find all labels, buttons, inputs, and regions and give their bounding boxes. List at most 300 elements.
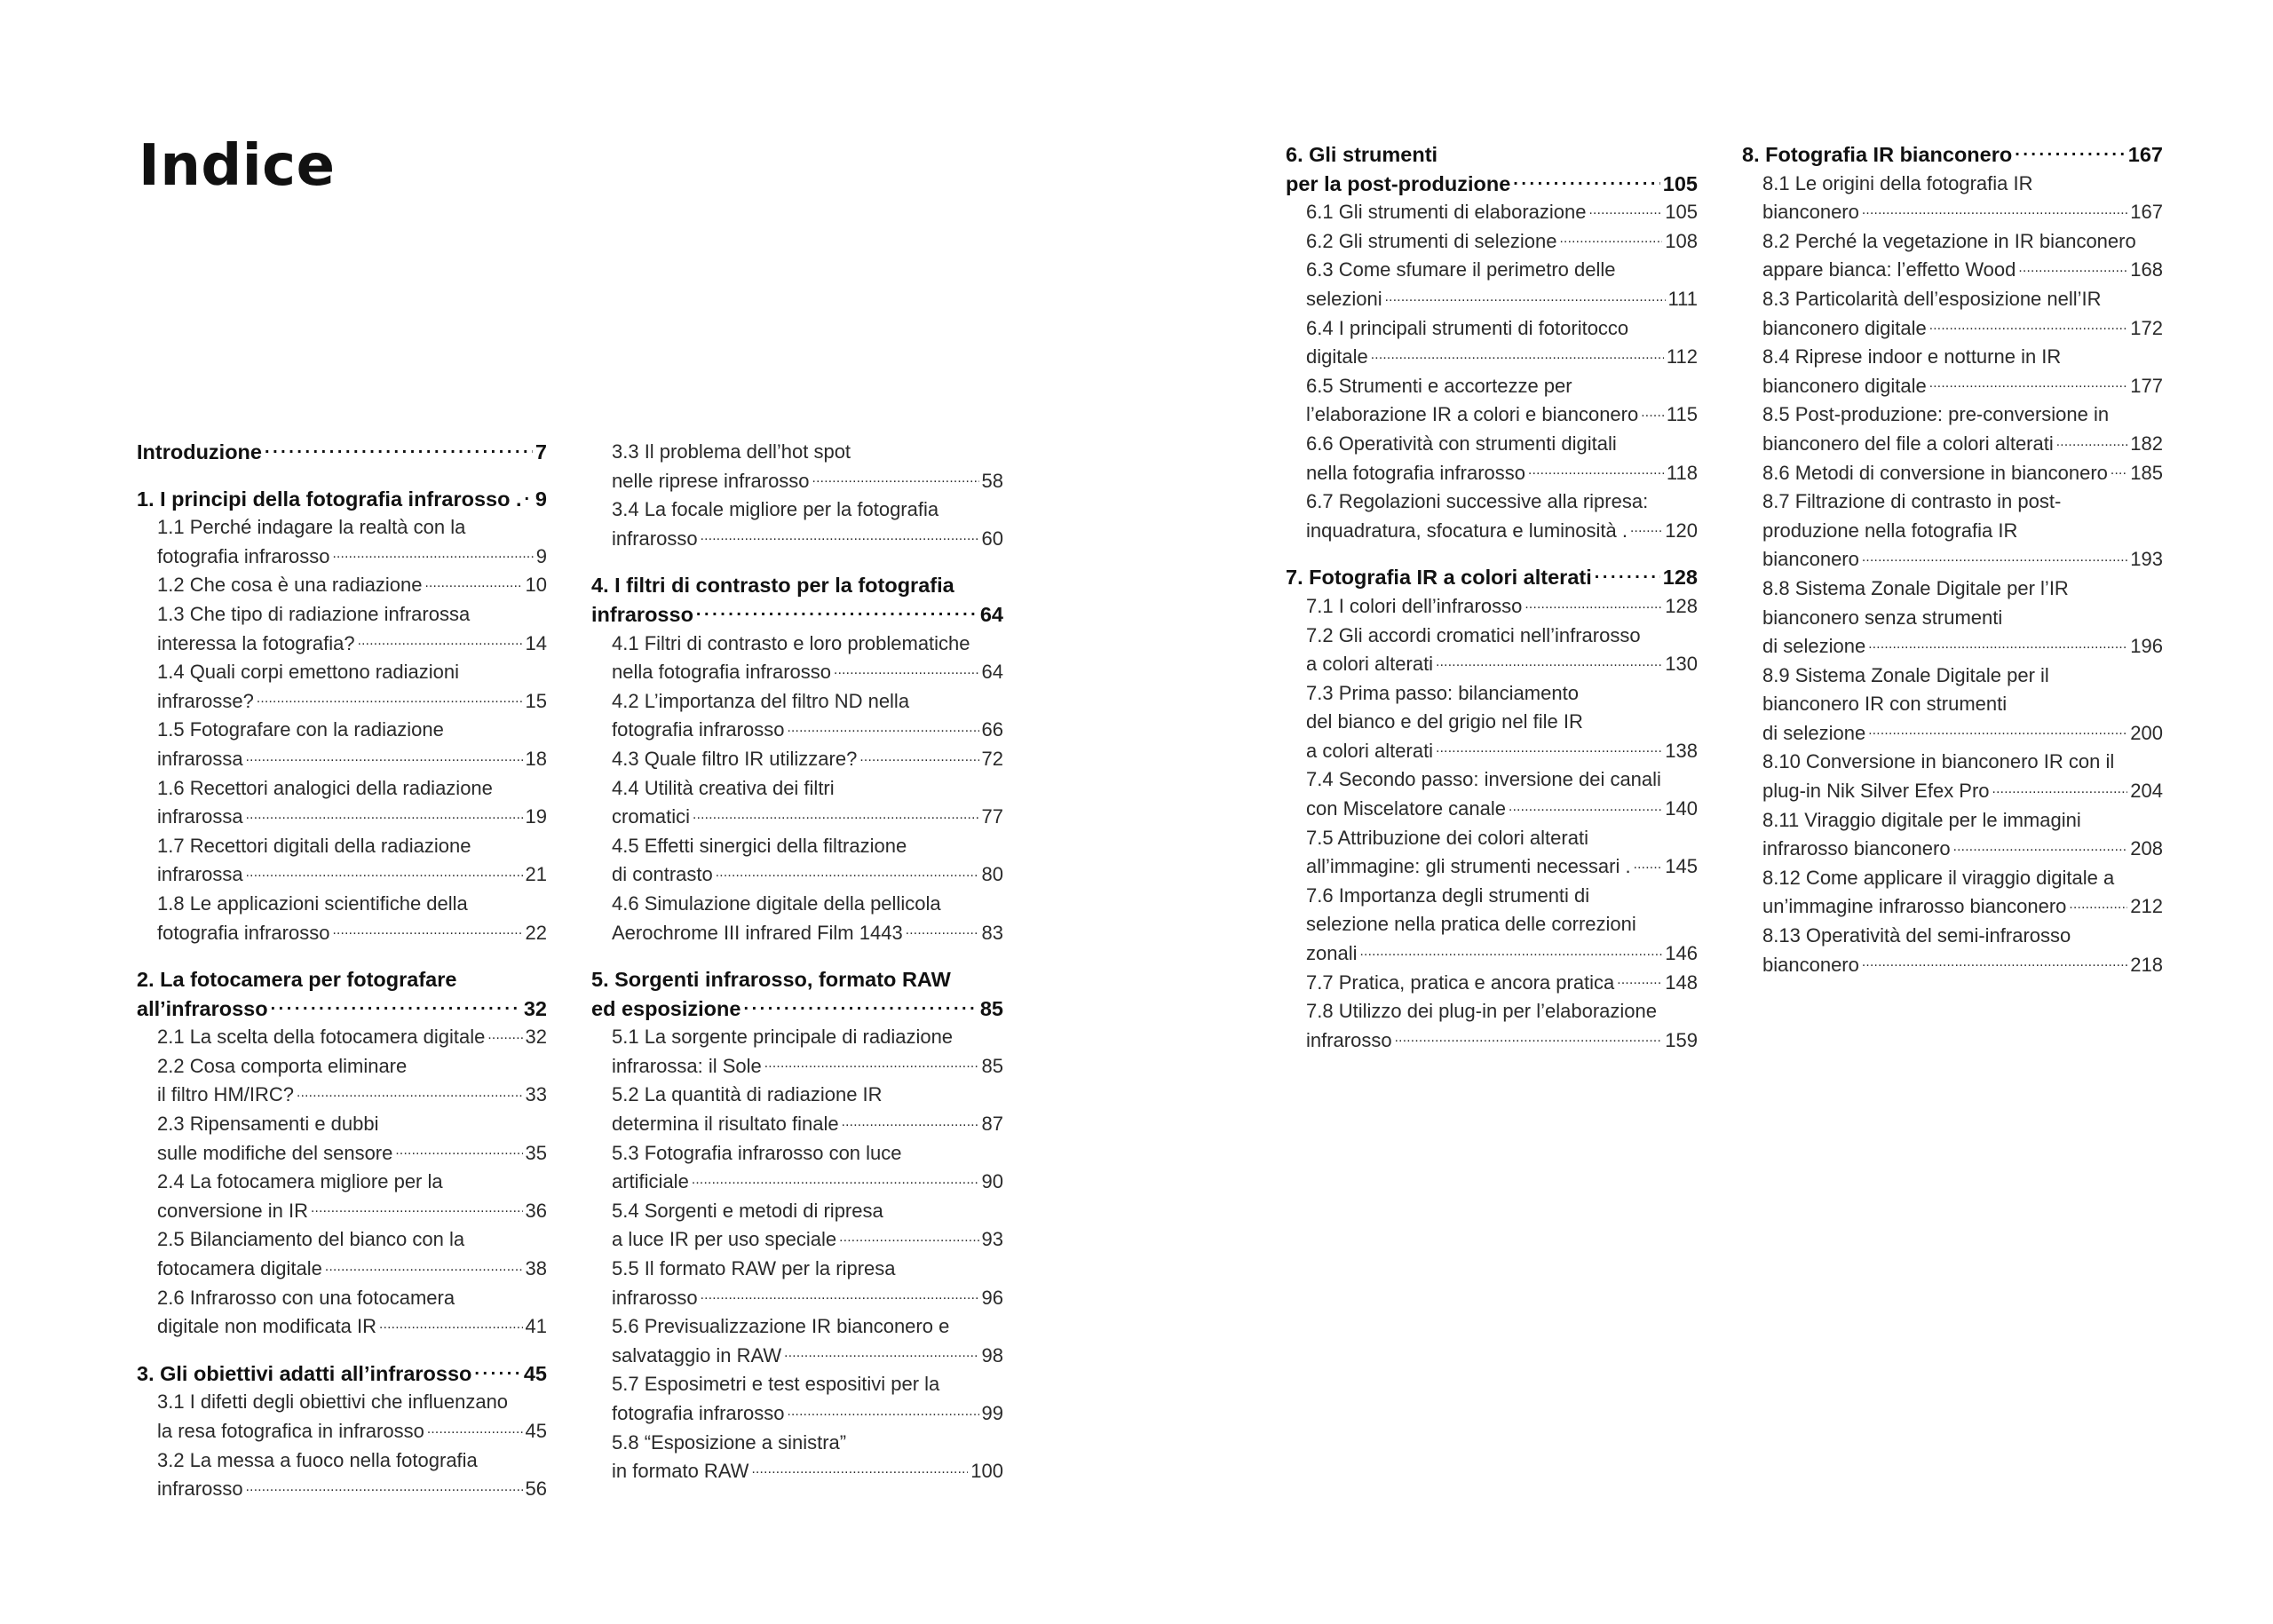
section-list [1742,170,2163,980]
entry-line [157,1225,547,1255]
entry-line [157,1312,547,1342]
entry-line-text: 5.1 La sorgente principale di radiazione [612,1026,954,1049]
entry-line-text: 4.5 Effetti sinergici della filtrazione [612,834,907,857]
entry-line [157,1388,547,1417]
entry-line [157,1475,547,1504]
toc-entry [157,513,547,571]
page-number: 128 [1662,566,1698,590]
entry-line-text: 6.6 Operatività con strumenti digitali [1306,432,1617,455]
chapter-title [591,965,1003,994]
page-number: 45 [525,1420,547,1442]
dot-leader [2015,141,2126,162]
entry-line [1762,227,2163,257]
toc-entry [157,1388,547,1446]
entry-line [612,774,1003,804]
page-number: 21 [525,863,547,886]
entry-line-text: 7.5 Attribuzione dei colori alterati [1306,826,1588,849]
entry-line-text: di contrasto [612,863,713,886]
entry-line-text: 3.3 Il problema dell’hot spot [612,440,851,463]
chapter-title-text: all’infrarosso [137,996,268,1020]
entry-line-text: bianconero digitale [1762,374,1927,397]
toc-entry [1306,882,1698,969]
dot-leader [2018,257,2127,276]
entry-line-text: nelle riprese infrarosso [612,469,810,492]
entry-line-text: infrarosso [1306,1028,1392,1051]
entry-line [612,716,1003,745]
dot-leader [1359,940,1662,960]
chapter-title-text: 5. Sorgenti infrarosso, formato RAW [591,968,951,992]
dot-leader [1862,546,2127,566]
entry-line [1306,198,1698,227]
dot-leader [692,1168,979,1188]
dot-leader [525,485,533,506]
page-number: 10 [525,574,547,597]
entry-line-text: plug-in Nik Silver Efex Pro [1762,780,1990,803]
entry-line-text: bianconero del file a colori alterati [1762,432,2054,455]
dot-leader [1385,286,1666,305]
toc-entry [157,1284,547,1342]
entry-line-text: 1.6 Recettori analogici della radiazione [157,776,493,799]
page-number: 138 [1665,739,1698,762]
entry-line [612,1312,1003,1342]
toc-entry [1762,170,2163,227]
chapter-title [1286,140,1698,170]
entry-line [612,1284,1003,1313]
entry-line-text: 5.3 Fotografia infrarosso con luce [612,1141,902,1164]
entry-line [1306,910,1698,939]
entry-line [1306,1026,1698,1056]
entry-line-text: 1.8 Le applicazioni scientifiche della [157,891,468,915]
entry-line-text: del bianco e del grigio nel file IR [1306,710,1583,733]
entry-line [1762,430,2163,459]
entry-line [157,716,547,745]
page-number: 96 [981,1286,1003,1309]
entry-line-text: 5.2 La quantità di radiazione IR [612,1083,883,1106]
entry-line-text: 5.4 Sorgenti e metodi di ripresa [612,1199,883,1222]
page-number: 38 [525,1257,547,1280]
toc-column-4 [1742,140,2163,997]
page-number: 9 [535,487,547,511]
page-number: 45 [523,1361,547,1385]
toc-entry [1762,459,2163,488]
chapter-title [137,1359,547,1389]
page-number: 218 [2130,953,2163,976]
page-number: 128 [1665,594,1698,617]
entry-line-text: 6.1 Gli strumenti di elaborazione [1306,201,1587,224]
dot-leader [859,746,978,765]
page-number: 212 [2130,895,2163,918]
entry-line-text: 8.3 Particolarità dell’esposizione nell’IR [1762,287,2102,310]
entry-line [157,658,547,687]
chapter-title-text: Introduzione [137,440,262,463]
entry-line-text: 7.4 Secondo passo: inversione dei canali [1306,768,1661,791]
toc-entry [612,687,1003,745]
dot-leader [325,1256,523,1275]
entry-line [1762,806,2163,836]
dot-leader [1436,651,1662,670]
toc-entry [157,1168,547,1225]
page-number: 60 [981,527,1003,550]
entry-line-text: bianconero senza strumenti [1762,606,2003,629]
toc-chapter [591,571,1003,947]
dot-leader [693,804,979,823]
entry-line [157,803,547,832]
entry-line-text: cromatici [612,805,691,828]
entry-line-text: 2.2 Cosa comporta eliminare [157,1054,408,1077]
dot-leader [297,1081,523,1101]
entry-line [1306,400,1698,430]
dot-leader [311,1198,523,1217]
page-number: 9 [535,544,547,567]
page-number: 19 [525,805,547,828]
page-number: 200 [2130,721,2163,744]
page-number: 64 [979,602,1003,626]
entry-line [612,1197,1003,1226]
section-list [591,1023,1003,1486]
entry-line [1762,198,2163,227]
entry-line-text: inquadratura, sfocatura e luminosità . [1306,519,1628,542]
entry-line-text: 7.8 Utilizzo dei plug-in per l’elaborazione [1306,1000,1658,1023]
entry-line-text: 7.6 Importanza degli strumenti di [1306,883,1590,907]
entry-line-text: 2.5 Bilanciamento del bianco con la [157,1228,465,1251]
entry-line [1306,517,1698,546]
entry-line-text: bianconero digitale [1762,316,1927,339]
entry-line-text: sulle modifiche del sensore [157,1141,393,1164]
entry-line-text: infrarossa [157,863,243,886]
page-number: 193 [2130,548,2163,571]
entry-line [1762,343,2163,372]
entry-line-text: 6.5 Strumenti e accortezze per [1306,374,1572,397]
entry-line [612,1399,1003,1429]
dot-leader [246,1476,523,1495]
entry-line-text: infrarossa [157,805,243,828]
entry-line-text: 8.11 Viraggio digitale per le immagini [1762,808,2081,831]
dot-leader [1862,199,2127,218]
toc-entry [612,774,1003,832]
entry-line [1306,372,1698,401]
toc-entry [612,1081,1003,1138]
page-number: 130 [1665,653,1698,676]
entry-line [1306,997,1698,1026]
page-number: 66 [981,718,1003,741]
entry-line [612,1168,1003,1197]
dot-leader [842,1111,979,1130]
entry-line-text: infrarossa: il Sole [612,1054,762,1077]
dot-leader [332,920,522,939]
dot-leader [474,1359,520,1381]
dot-leader [332,543,533,563]
entry-line [157,543,547,572]
dot-leader [358,630,523,650]
dot-leader [1617,970,1662,989]
chapter-title-text: infrarosso [591,602,693,626]
entry-line-text: 2.3 Ripensamenti e dubbi [157,1113,379,1136]
entry-line-text: a colori alterati [1306,653,1434,676]
section-list [137,1023,547,1342]
entry-line [612,745,1003,774]
entry-line-text: 6.3 Come sfumare il perimetro delle [1306,258,1616,281]
dot-leader [1929,315,2128,335]
page-number: 72 [981,747,1003,770]
dot-leader [906,920,979,939]
entry-line [1762,517,2163,546]
chapter-title [137,438,547,467]
entry-line-text: bianconero IR con strumenti [1762,693,2008,716]
entry-line [1762,574,2163,604]
page-number: 185 [2130,461,2163,484]
entry-line-text: fotocamera digitale [157,1257,322,1280]
dot-leader [1868,720,2127,740]
entry-line [1306,852,1698,882]
entry-line-text: bianconero [1762,201,1859,224]
entry-line-text: 2.4 La fotocamera migliore per la [157,1170,443,1193]
entry-line [612,1139,1003,1168]
toc-entry [1762,227,2163,285]
entry-line-text: 8.12 Come applicare il viraggio digitale a [1762,866,2115,889]
entry-line-text: fotografia infrarosso [157,544,330,567]
entry-line [612,630,1003,659]
entry-line-text: 4.1 Filtri di contrasto e loro problematiche [612,631,970,654]
page-number: 7 [535,440,547,463]
entry-line-text: fotografia infrarosso [612,1402,785,1424]
chapter-title [137,485,547,514]
entry-line [1306,487,1698,517]
toc-entry [612,832,1003,890]
entry-line [1306,824,1698,853]
chapter-title-text: 1. I principi della fotografia infrarosso . [137,487,522,511]
entry-line-text: artificiale [612,1170,689,1193]
entry-line-text: 8.6 Metodi di conversione in bianconero [1762,461,2108,484]
entry-line [612,1110,1003,1139]
entry-line-text: 4.3 Quale filtro IR utilizzare? [612,747,858,770]
entry-line [612,860,1003,890]
entry-line [612,1429,1003,1458]
toc-entry [157,658,547,716]
dot-leader [257,688,523,708]
entry-line [1762,661,2163,691]
page-number: 115 [1666,403,1698,426]
toc-entry [1306,487,1698,545]
page-number: 118 [1666,461,1698,484]
entry-line-text: nella fotografia infrarosso [1306,461,1526,484]
entry-line-text: 8.4 Riprese indoor e notturne in IR [1762,345,2062,368]
entry-line-text: 1.4 Quali corpi emettono radiazioni [157,661,459,684]
dot-leader [751,1458,968,1477]
entry-line-text: Aerochrome III infrared Film 1443 [612,921,903,944]
section-list [137,1388,547,1503]
entry-line [157,687,547,717]
dot-leader [395,1140,522,1160]
entry-line-text: infrarossa [157,747,243,770]
entry-line [157,890,547,919]
chapter-title [591,600,1003,630]
page-number: 168 [2130,258,2163,281]
entry-line-text: 8.2 Perché la vegetazione in IR bianconero [1762,229,2136,252]
entry-line-text: 8.7 Filtrazione di contrasto in post- [1762,490,2062,513]
toc-entry [1306,372,1698,430]
entry-line-text: 2.6 Infrarosso con una fotocamera [157,1286,455,1309]
page-number: 87 [981,1113,1003,1136]
page-number: 99 [981,1402,1003,1424]
entry-line-text: fotografia infrarosso [612,718,785,741]
toc-entry [1762,922,2163,979]
chapter-title-text: 6. Gli strumenti [1286,143,1438,166]
entry-line [1762,748,2163,777]
dot-leader [1528,460,1664,479]
chapter-title-text: 4. I filtri di contrasto per la fotografia [591,574,954,598]
chapter-title [591,571,1003,600]
entry-line-text: 4.2 L’importanza del filtro ND nella [612,689,910,712]
page-number: 83 [981,921,1003,944]
entry-line-text: 5.8 “Esposizione a sinistra” [612,1430,847,1454]
entry-line [157,1197,547,1226]
toc-entry [157,716,547,773]
dot-leader [379,1313,522,1333]
toc-entry [157,1110,547,1168]
entry-line [1762,459,2163,488]
entry-line-text: 4.4 Utilità creativa dei filtri [612,776,835,799]
entry-line-text: 5.7 Esposimetri e test espositivi per la [612,1373,940,1396]
page-number: 177 [2130,374,2163,397]
dot-leader [1868,633,2127,653]
entry-line [157,1255,547,1284]
toc-entry [612,1255,1003,1312]
entry-line-text: 7.2 Gli accordi cromatici nell’infrarosso [1306,623,1641,646]
entry-line [612,1225,1003,1255]
chapter-title [137,994,547,1024]
dot-leader [1641,401,1664,421]
dot-leader [1630,518,1662,537]
toc-chapter [137,1359,547,1504]
entry-line-text: nella fotografia infrarosso [612,661,832,684]
dot-leader [701,526,979,545]
entry-line [612,919,1003,948]
entry-line [157,919,547,948]
toc-entry [1762,864,2163,922]
page-number: 35 [525,1141,547,1164]
chapter-title [137,965,547,994]
toc-chapter [1742,140,2163,979]
entry-line-text: produzione nella fotografia IR [1762,519,2018,542]
toc-column-3 [1286,140,1698,1073]
entry-line [1762,314,2163,344]
page-number: 204 [2130,780,2163,803]
entry-line [157,745,547,774]
entry-line-text: infrarosso [157,1477,243,1501]
toc-entry [157,600,547,658]
entry-line [1762,256,2163,285]
chapter-title-text: 2. La fotocamera per fotografare [137,968,457,992]
dot-leader [834,659,978,678]
page-number: 159 [1665,1028,1698,1051]
entry-line [1762,864,2163,893]
dot-leader [696,600,978,622]
page-number: 167 [2130,201,2163,224]
entry-line [612,1052,1003,1081]
page-number: 80 [981,863,1003,886]
toc-entry [1762,343,2163,400]
entry-line-text: in formato RAW [612,1460,749,1483]
entry-line-text: 3.1 I difetti degli obiettivi che influenzano [157,1390,509,1414]
toc-chapter [1286,140,1698,545]
toc-entry [612,745,1003,774]
entry-line-text: 4.6 Simulazione digitale della pellicola [612,891,941,915]
entry-line [157,1139,547,1168]
entry-line [1306,737,1698,766]
dot-leader [1862,952,2127,971]
chapter-title [1286,170,1698,199]
entry-line [612,1255,1003,1284]
page-number: 145 [1665,855,1698,878]
toc-chapter [137,485,547,948]
chapter-title-text: 3. Gli obiettivi adatti all’infrarosso [137,1361,472,1385]
page-number: 15 [525,689,547,712]
entry-line-text: 1.2 Che cosa è una radiazione [157,574,423,597]
dot-leader [701,1285,979,1304]
dot-leader [1929,373,2128,392]
entry-line-text: zonali [1306,942,1358,965]
entry-line [1306,795,1698,824]
page-number: 18 [525,747,547,770]
entry-line-text: 1.5 Fotografare con la radiazione [157,718,444,741]
entry-line [157,1417,547,1446]
toc-entry [1762,487,2163,574]
entry-line-text: bianconero [1762,953,1859,976]
entry-line [612,467,1003,496]
entry-line [612,495,1003,525]
dot-leader [1559,228,1662,248]
entry-line-text: 7.1 I colori dell’infrarosso [1306,594,1523,617]
entry-line-text: con Miscelatore canale [1306,797,1507,820]
dot-leader [271,994,521,1016]
entry-line [612,658,1003,687]
entry-line [157,1052,547,1081]
entry-line-text: a luce IR per uso speciale [612,1228,837,1251]
entry-line-text: digitale [1306,345,1368,368]
entry-line [1762,400,2163,430]
entry-line [1306,650,1698,679]
entry-line [157,774,547,804]
entry-line-text: 8.8 Sistema Zonale Digitale per l’IR [1762,576,2069,599]
toc-entry [1306,314,1698,372]
toc-entry [612,1139,1003,1197]
entry-line [1306,765,1698,795]
entry-line [1306,882,1698,911]
entry-line [612,1081,1003,1110]
entry-line-text: 8.1 Le origini della fotografia IR [1762,171,2033,194]
entry-line-text: bianconero [1762,548,1859,571]
entry-line [612,1370,1003,1399]
toc-entry [1306,997,1698,1055]
toc-entry [612,1197,1003,1255]
entry-line [1306,622,1698,651]
dot-leader [424,572,522,591]
entry-line-text: interessa la fotografia? [157,631,355,654]
page-number: 85 [981,1054,1003,1077]
dot-leader [487,1024,522,1043]
entry-line [1762,835,2163,864]
chapter-title [591,994,1003,1024]
dot-leader [1595,564,1660,585]
entry-line [1306,459,1698,488]
entry-line [1306,592,1698,622]
toc-chapter [591,965,1003,1486]
entry-line-text: salvataggio in RAW [612,1343,782,1367]
entry-line [157,600,547,630]
dot-leader [1371,344,1664,363]
page-number: 32 [523,996,547,1020]
entry-line [157,1023,547,1052]
